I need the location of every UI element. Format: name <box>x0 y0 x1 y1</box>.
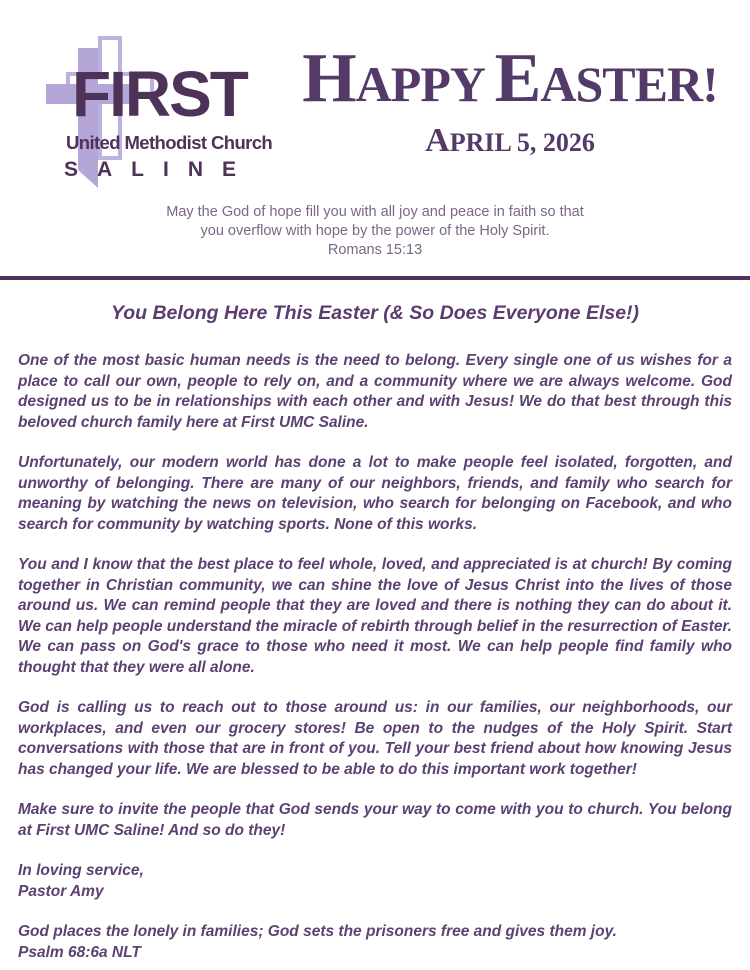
header <box>0 0 750 276</box>
scripture-reference: Psalm 68:6a NLT <box>18 943 141 961</box>
divider-rule <box>0 276 750 280</box>
closing-line: In loving service, <box>18 862 144 879</box>
letter-paragraph-4: God is calling us to reach out to those around us: in our families, our neighborhoods, our workplaces, and even our grocery stores! Be open to the nudges of the Holy Spirit. Start conversations with those that are in front of you. Tell your best friend about how knowing Jesus has changed your life. We are blessed to be able to do this important work together! <box>18 699 732 778</box>
closing-block <box>18 861 732 902</box>
easter-heading-word2: ASTER! <box>540 56 718 112</box>
letter-body <box>0 302 750 963</box>
church-logo <box>30 36 273 188</box>
verse-reference: Romans 15:13 <box>327 242 423 258</box>
letter-paragraph-3: You and I know that the best place to feel whole, loved, and appreciated is at church! By coming together in Christian community, we can shine the love of Jesus Christ into the lives of those around us. We can remind people that they are loved and there is nothing they can do about it. We can help people understand the miracle of rebirth through belief in the resurrection of Easter. We can pass on God's grace to those who need it most. We can help people find family who thought that they were all alone. <box>18 556 732 676</box>
verse-line-2: you overflow with hope by the power of the Holy Spirit. <box>200 223 550 239</box>
scripture-block <box>18 922 732 963</box>
easter-date-rest: PRIL 5, 2026 <box>449 128 595 157</box>
easter-date <box>290 122 730 159</box>
letter-paragraph-1: One of the most basic human needs is the need to belong. Every single one of us wishes for a place to call our own, people to rely on, and a community where we are always welcome. God designed us to be in relationships with each other and with Jesus! We do that best through this beloved church family here at First UMC Saline. <box>18 352 732 431</box>
easter-date-initial: A <box>425 122 450 159</box>
easter-heading <box>290 40 730 123</box>
letter-title: You Belong Here This Easter (& So Does Everyone Else!) <box>110 302 640 324</box>
easter-heading-initial-h: H <box>302 40 356 117</box>
easter-heading-initial-e: E <box>494 40 541 117</box>
letter-paragraph-5: Make sure to invite the people that God sends your way to come with you to church. You belong at First UMC Saline! And so do they! <box>18 801 732 839</box>
letter-paragraph-2: Unfortunately, our modern world has done a lot to make people feel isolated, forgotten, and unworthy of belonging. There are many of our neighbors, friends, and family who search for meaning by watching the news on television, who search for belonging on Facebook, and who search for community by watching sports. None of this works. <box>18 454 732 533</box>
verse-line-1: May the God of hope fill you with all joy and peace in faith so that <box>166 204 584 220</box>
logo-church-name: FIRST <box>72 58 247 130</box>
logo-subtitle: United Methodist Church <box>66 132 273 153</box>
easter-heading-block <box>290 40 730 159</box>
closing-signature: Pastor Amy <box>18 882 104 900</box>
verse-block <box>0 203 750 260</box>
scripture-line: God places the lonely in families; God sets the prisoners free and gives them joy. <box>18 923 617 940</box>
easter-heading-word1: APPY <box>355 56 495 112</box>
logo-city: SALINE <box>64 158 256 181</box>
